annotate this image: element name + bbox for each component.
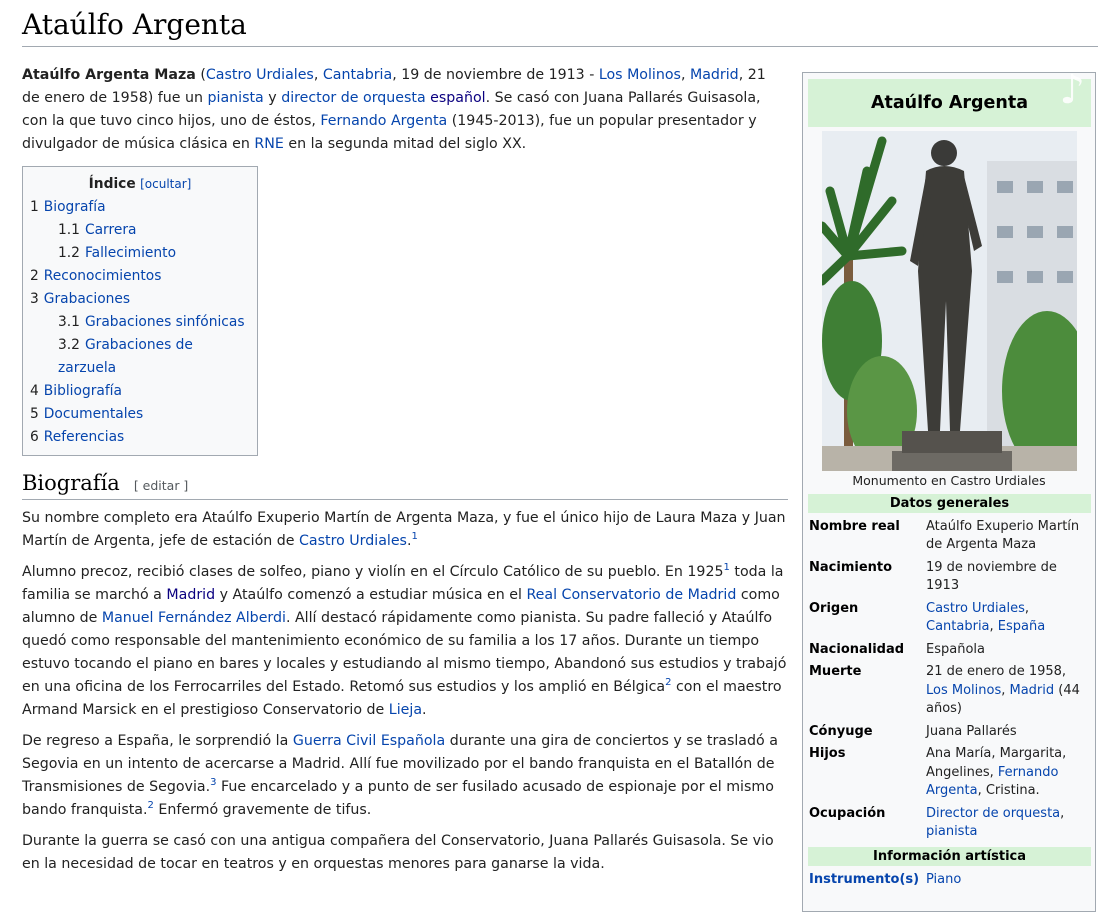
paragraph-text: De regreso a España, le sorprendió la (22, 733, 293, 749)
edit-section-button[interactable]: [ editar ] (133, 478, 189, 493)
section-band-informacion-artistica: Información artística (808, 847, 1091, 866)
link-espana[interactable]: España (997, 619, 1046, 634)
row-value (926, 805, 1089, 842)
intro-text: . Se casó con Juana Pallarés Guisasola, con la que tuvo cinco hijos, uno de éstos, (22, 90, 761, 129)
row-value (926, 663, 1089, 719)
row-label: Ocupación (809, 805, 886, 821)
paragraph-text: y Ataúlfo comenzó a estudiar música en el (215, 587, 527, 603)
toc-item-reconocimientos[interactable] (30, 265, 250, 288)
infobox-row-nombre (803, 516, 1095, 557)
infobox-row-nacionalidad (803, 639, 1095, 662)
toc-link[interactable]: Biografía (43, 199, 106, 215)
reference-link[interactable]: 1 (411, 531, 418, 542)
toc-number: 1.1 (58, 222, 80, 238)
infobox-title-bar (808, 67, 1091, 127)
biografia-paragraph-3 (22, 730, 788, 822)
section-title: Biografía (22, 471, 120, 495)
paragraph-text: como alumno de (22, 587, 780, 626)
link-castro-urdiales[interactable]: Castro Urdiales (926, 600, 1025, 616)
intro-text: y (263, 90, 282, 106)
value-text: , (1060, 805, 1065, 821)
row-label: Nombre real (809, 518, 900, 534)
monument-photo[interactable] (822, 131, 1077, 471)
intro-paragraph (22, 64, 788, 156)
paragraph-text: con el maestro Armand Marsick en el prestigioso Conservatorio de (22, 679, 782, 718)
infobox-title: Ataúlfo Argenta (870, 92, 1029, 113)
value-text: 21 de enero de 1958, (926, 664, 1067, 679)
toc-item-grabaciones-sinfonicas[interactable] (30, 311, 250, 334)
row-value: Juana Pallarés (926, 723, 1017, 739)
reference-link[interactable]: 1 (723, 562, 730, 573)
paragraph-text: toda la familia se marchó a (22, 564, 784, 603)
link-madrid[interactable]: Madrid (166, 587, 216, 603)
infobox-row-conyuge (803, 721, 1095, 744)
value-text: , (1001, 682, 1010, 698)
row-label: Nacionalidad (809, 641, 905, 657)
row-value (926, 745, 1089, 801)
toc-link[interactable]: Reconocimientos (43, 268, 162, 284)
link-real-conservatorio[interactable]: Real Conservatorio de Madrid (526, 587, 737, 603)
row-value: 19 de noviembre de 1913 (926, 559, 1057, 593)
reference-link[interactable]: 3 (210, 777, 217, 788)
link-castro-urdiales[interactable]: Castro Urdiales (205, 67, 314, 83)
infobox-row-ocupacion (803, 803, 1095, 844)
link-cantabria[interactable]: Cantabria (322, 67, 393, 83)
row-value: Española (926, 641, 985, 657)
row-label: Nacimiento (809, 559, 893, 575)
row-label: Muerte (809, 664, 862, 679)
toc-item-documentales[interactable] (30, 403, 250, 426)
music-note-icon: ♪ (1059, 67, 1085, 113)
toc-toggle-button[interactable]: [ocultar] (140, 177, 192, 191)
value-text: , (1024, 600, 1030, 616)
intro-text: , 21 de enero de 1958) fue un (22, 67, 766, 106)
toc-item-grabaciones-zarzuela[interactable] (30, 334, 250, 380)
infobox-row-origen (803, 598, 1095, 639)
toc-link[interactable]: Fallecimiento (84, 245, 177, 261)
toc-number: 6 (30, 429, 39, 445)
article-content (22, 64, 788, 884)
link-piano[interactable]: Piano (926, 871, 962, 887)
row-value: Ataúlfo Exuperio Martín de Argenta Maza (926, 518, 1080, 552)
intro-text: en la segunda mitad del siglo XX. (283, 136, 527, 152)
link-pianista[interactable]: pianista (207, 90, 264, 106)
toc-number: 2 (30, 268, 39, 284)
intro-bold-name: Ataúlfo Argenta Maza (22, 67, 196, 83)
toc-link[interactable]: Grabaciones (43, 291, 131, 307)
intro-text: ( (195, 67, 206, 83)
page-title: Ataúlfo Argenta (22, 8, 247, 41)
paragraph-text: . (406, 533, 412, 549)
toc-item-bibliografia[interactable] (30, 380, 250, 403)
link-fernando-argenta[interactable]: Fernando Argenta (320, 113, 448, 129)
toc-link[interactable]: Grabaciones de zarzuela (58, 337, 193, 376)
toc-link[interactable]: Grabaciones sinfónicas (84, 314, 245, 330)
toc-link[interactable]: Referencias (43, 429, 125, 445)
reference-link[interactable]: 2 (147, 800, 154, 811)
link-madrid[interactable]: Madrid (1009, 682, 1055, 698)
infobox-row-nacimiento (803, 557, 1095, 598)
link-madrid[interactable]: Madrid (689, 67, 739, 83)
toc-title: Índice (88, 176, 136, 192)
row-label: Hijos (809, 746, 846, 761)
paragraph-text: Su nombre completo era Ataúlfo Exuperio Martín de Argenta Maza, y fue el único hijo de Laura Maza y Juan Martín de Argenta, jefe de estación de (22, 510, 786, 549)
link-los-molinos[interactable]: Los Molinos (598, 67, 681, 83)
link-castro-urdiales[interactable]: Castro Urdiales (299, 533, 407, 549)
toc-link[interactable]: Carrera (84, 222, 137, 238)
toc-number: 4 (30, 383, 39, 399)
link-los-molinos[interactable]: Los Molinos (926, 682, 1002, 698)
infobox-row-muerte (803, 661, 1095, 721)
infobox-row-hijos (803, 743, 1095, 803)
toc-item-grabaciones[interactable] (30, 288, 250, 311)
link-cantabria[interactable]: Cantabria (926, 619, 990, 634)
biografia-paragraph-4: Durante la guerra se casó con una antigua compañera del Conservatorio, Juana Pallarés Guisasola. Se vio en la necesidad de tocar en teatros y en orquestas menores para ganarse la vida. (22, 833, 774, 872)
link-director-de-orquesta[interactable]: Director de orquesta (926, 805, 1061, 821)
link-pianista[interactable]: pianista (926, 824, 978, 839)
toc-number: 5 (30, 406, 39, 422)
paragraph-text: . (422, 702, 427, 718)
toc-number: 1.2 (58, 245, 80, 261)
toc-number: 3.2 (58, 337, 80, 353)
toc-header (30, 173, 250, 196)
toc-link[interactable]: Bibliografía (43, 383, 122, 399)
toc-link[interactable]: Documentales (43, 406, 144, 422)
intro-text: , (313, 67, 323, 83)
reference-link[interactable]: 2 (665, 677, 672, 688)
paragraph-text: Fue encarcelado y a punto de ser fusilado acusado de espionaje por el mismo bando franquista. (22, 779, 774, 818)
toc-number: 3.1 (58, 314, 80, 330)
toc-number: 3 (30, 291, 39, 307)
row-label: Origen (809, 600, 859, 616)
value-text: , (989, 619, 998, 634)
paragraph-text: Enfermó gravemente de tifus. (153, 802, 372, 818)
value-text: Ana María, Margarita, Angelines, (926, 746, 1067, 780)
value-text: (44 años) (926, 682, 1080, 716)
paragraph-text: durante una gira de conciertos y se trasladó a Segovia en un intento de acercarse a Madrid. Allí fue movilizado por el bando franquista en el Batallón de Transmisiones de Segovia. (22, 733, 778, 795)
paragraph-text: . Allí destacó rápidamente como pianista. Su padre falleció y Ataúlfo quedó como responsable del mantenimiento económico de su familia a los 17 años. Durante un tiempo estuvo tocando el piano en bares y locales y estudiando al mismo tiempo, Abandonó sus estudios y trabajó en una oficina de los Ferrocarriles del Estado. Retomó sus estudios y los amplió en Bélgica (22, 610, 787, 695)
title-divider (22, 46, 1098, 47)
toc-item-biografia[interactable] (30, 196, 250, 219)
row-label: Cónyuge (809, 723, 873, 739)
toc-number: 1 (30, 199, 39, 215)
link-lieja[interactable]: Lieja (388, 702, 423, 718)
row-value (926, 600, 1089, 637)
link-rne[interactable]: RNE (254, 136, 284, 152)
toc-item-carrera[interactable] (30, 219, 250, 242)
link-espanol[interactable]: español (430, 90, 486, 106)
intro-text: (1945-2013), fue un popular presentador y divulgador de música clásica en (22, 113, 757, 152)
toc-item-referencias[interactable] (30, 426, 250, 449)
toc-list (30, 196, 250, 449)
paragraph-text: Alumno precoz, recibió clases de solfeo, piano y violín en el Círculo Católico de su pueblo. En 1925 (22, 564, 724, 580)
link-instrumento[interactable]: Instrumento(s) (809, 871, 920, 887)
link-guerra-civil[interactable]: Guerra Civil Española (292, 733, 446, 749)
intro-text: , (680, 67, 690, 83)
image-caption: Monumento en Castro Urdiales (852, 473, 1046, 488)
toc-item-fallecimiento[interactable] (30, 242, 250, 265)
value-text: , Cristina. (977, 783, 1040, 798)
section-heading-biografia (22, 472, 788, 500)
link-fernando-argenta[interactable]: Fernando Argenta (926, 764, 1059, 798)
biografia-paragraph-1 (22, 507, 788, 553)
table-of-contents (22, 166, 258, 456)
biografia-paragraph-2 (22, 561, 788, 722)
infobox (802, 67, 1096, 912)
intro-text: , 19 de noviembre de 1913 - (392, 67, 599, 83)
link-manuel-fernandez-alberdi[interactable]: Manuel Fernández Alberdi (101, 610, 286, 626)
section-band-datos-generales: Datos generales (808, 494, 1091, 513)
link-director-de-orquesta[interactable]: director de orquesta (281, 90, 426, 106)
